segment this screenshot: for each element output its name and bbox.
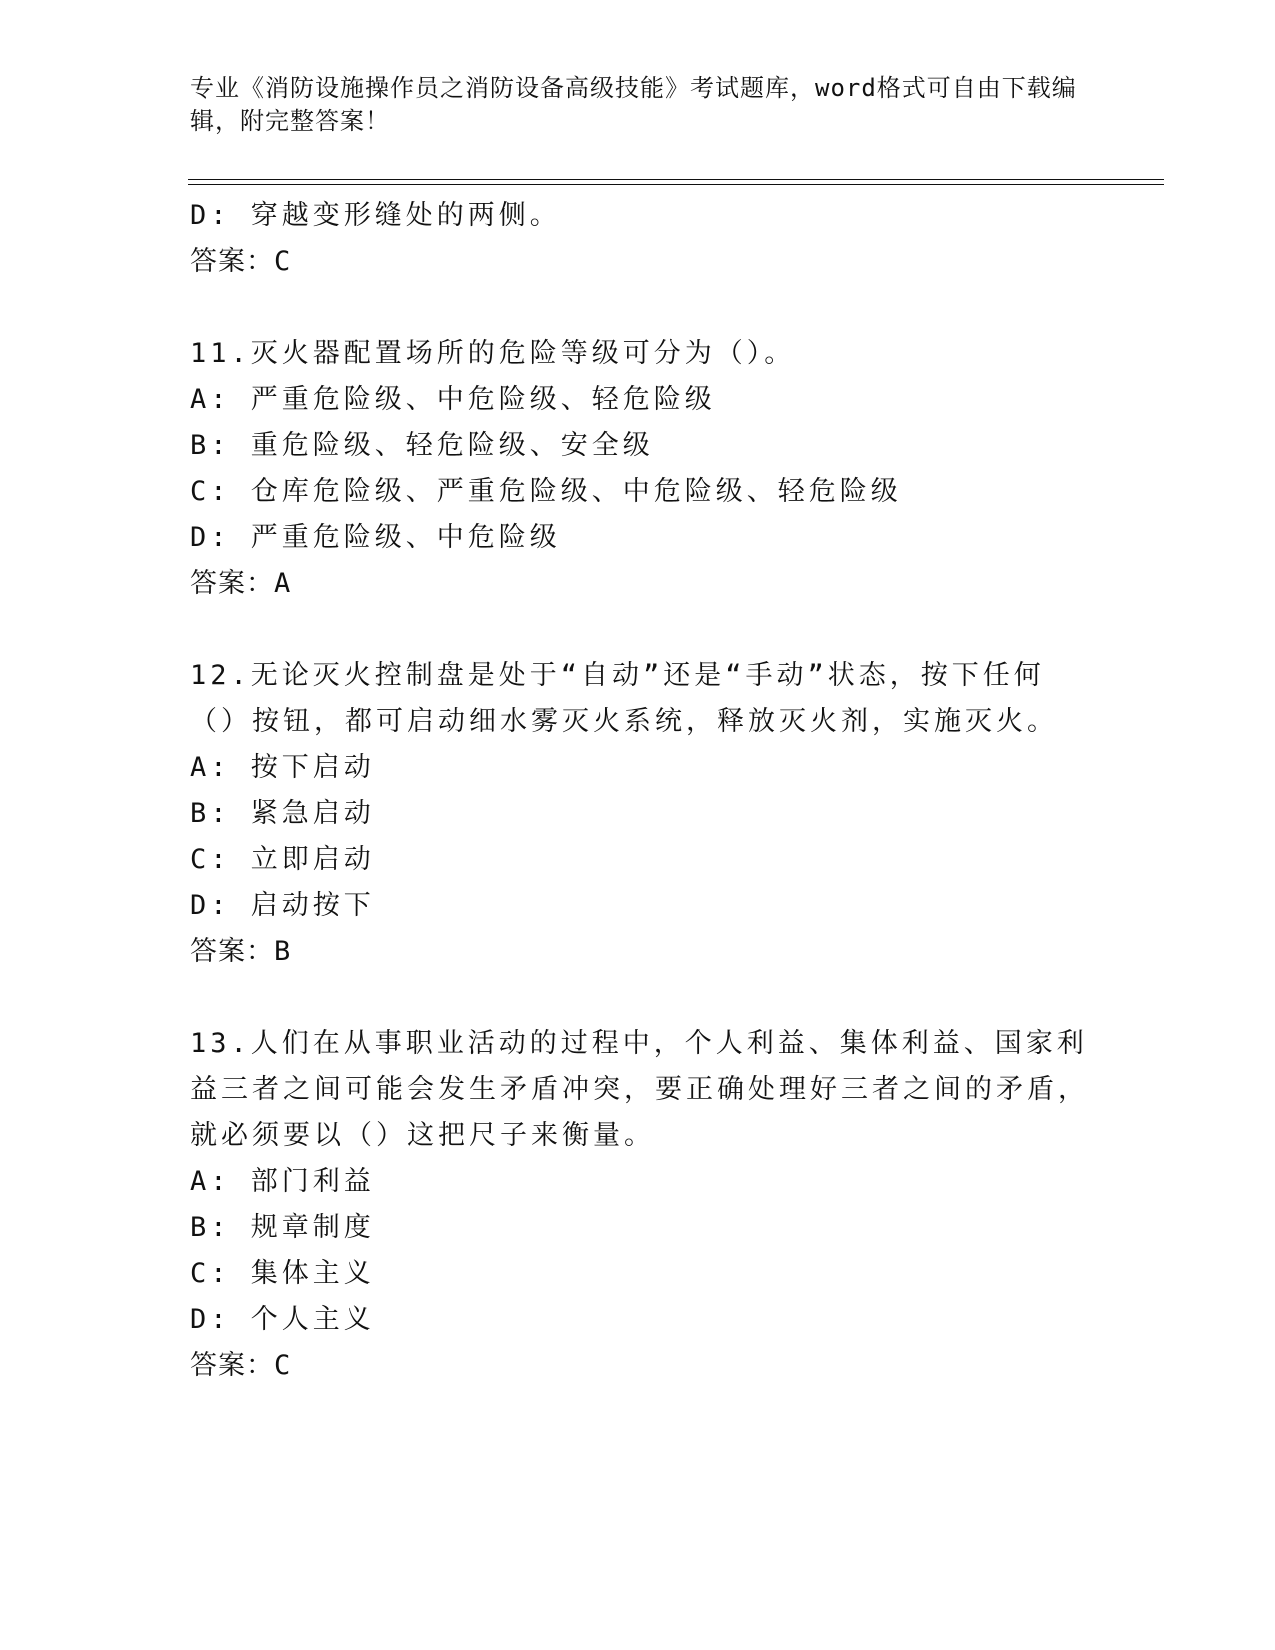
option-b: B: 规章制度 bbox=[190, 1212, 375, 1243]
question-12 bbox=[190, 653, 1090, 975]
option-b: B: 紧急启动 bbox=[190, 798, 375, 829]
option-d: D: 穿越变形缝处的两侧。 bbox=[190, 200, 561, 231]
answer-line: 答案：C bbox=[190, 1350, 292, 1381]
question-11 bbox=[190, 331, 1090, 607]
option-a: A: 部门利益 bbox=[190, 1166, 375, 1197]
document-body bbox=[190, 193, 1090, 1389]
answer-line: 答案：A bbox=[190, 568, 292, 599]
header-divider-bottom bbox=[188, 184, 1164, 185]
option-c: C: 仓库危险级、严重危险级、中危险级、轻危险级 bbox=[190, 476, 902, 507]
question-text: 12.无论灭火控制盘是处于“自动”还是“手动”状态，按下任何（）按钮，都可启动细水雾灭火系统，释放灭火剂，实施灭火。 bbox=[190, 660, 1058, 737]
option-c: C: 集体主义 bbox=[190, 1258, 375, 1289]
previous-question-tail bbox=[190, 193, 1090, 285]
option-a: A: 严重危险级、中危险级、轻危险级 bbox=[190, 384, 716, 415]
header-divider-top bbox=[188, 179, 1164, 180]
option-b: B: 重危险级、轻危险级、安全级 bbox=[190, 430, 654, 461]
option-a: A: 按下启动 bbox=[190, 752, 375, 783]
header-text: 专业《消防设施操作员之消防设备高级技能》考试题库，word格式可自由下载编辑，附完整答案！ bbox=[190, 74, 1077, 135]
option-d: D: 严重危险级、中危险级 bbox=[190, 522, 561, 553]
answer-line: 答案：B bbox=[190, 936, 292, 967]
question-text: 11.灭火器配置场所的危险等级可分为（）。 bbox=[190, 338, 796, 369]
option-c: C: 立即启动 bbox=[190, 844, 375, 875]
option-d: D: 个人主义 bbox=[190, 1304, 375, 1335]
question-text: 13.人们在从事职业活动的过程中，个人利益、集体利益、国家利益三者之间可能会发生矛盾冲突，要正确处理好三者之间的矛盾，就必须要以（）这把尺子来衡量。 bbox=[190, 1028, 1089, 1151]
question-13 bbox=[190, 1021, 1090, 1389]
option-d: D: 启动按下 bbox=[190, 890, 375, 921]
page-header bbox=[190, 72, 1090, 138]
answer-line: 答案：C bbox=[190, 246, 292, 277]
